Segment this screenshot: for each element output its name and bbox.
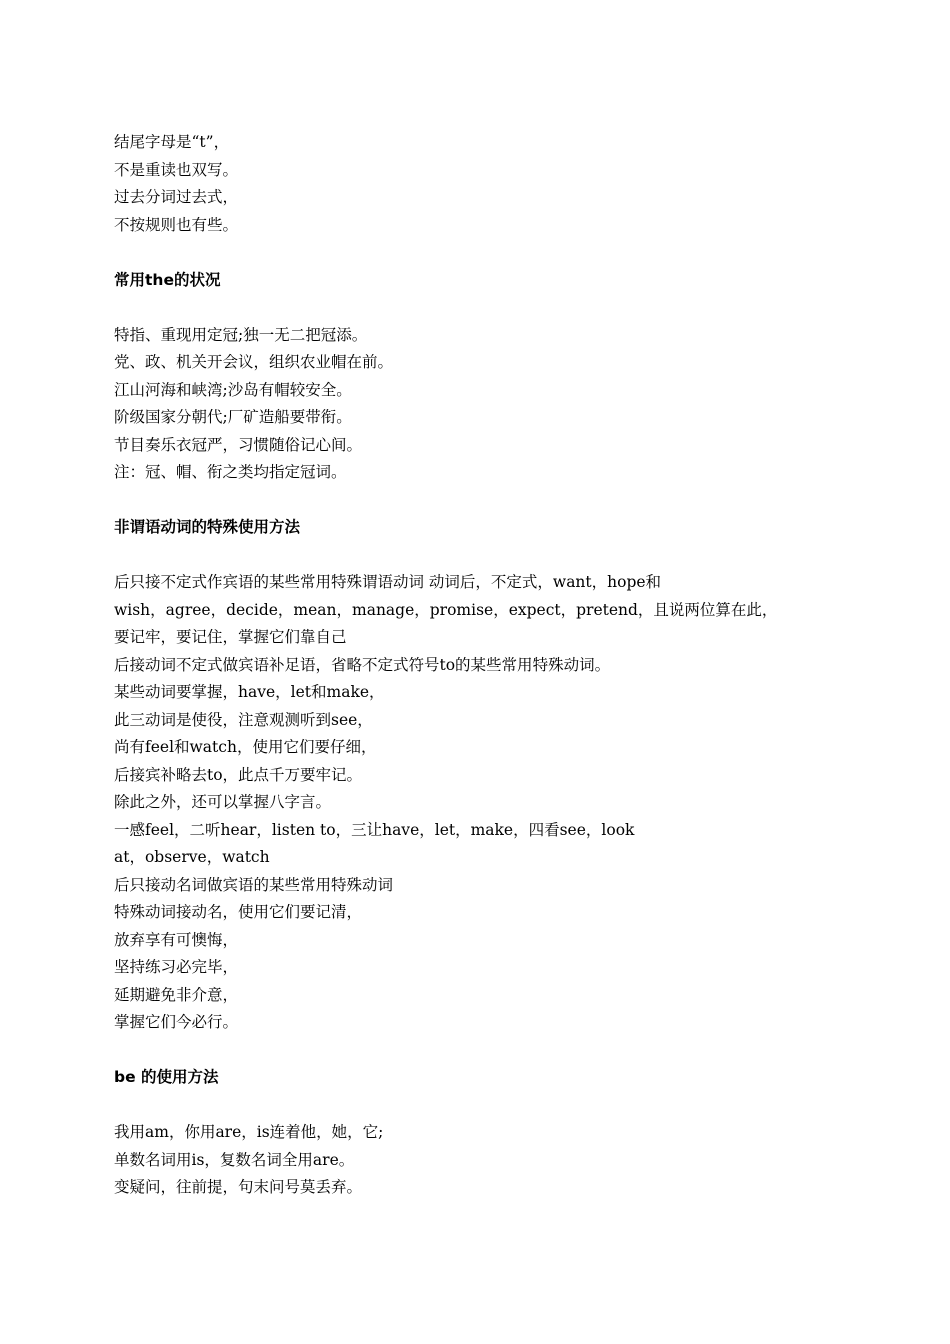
verse-line: 结尾字母是“t”， <box>114 133 230 151</box>
section-be-usage <box>114 1064 854 1202</box>
section-the-usage <box>114 267 854 487</box>
verse-line: 节目奏乐衣冠严，习惯随俗记心间。 <box>114 435 363 454</box>
verse-line: 一感feel，二听hear，listen to，三让have，let，make，四看see，look <box>114 820 635 839</box>
intro-verse <box>114 129 854 239</box>
verse-line: 我用am，你用are，is连着他，她，它; <box>114 1123 384 1141</box>
paragraph-gap <box>114 239 854 267</box>
verse-line: 阶级国家分朝代;厂矿造船要带衔。 <box>114 408 352 426</box>
verse-line: 单数名词用is，复数名词全用are。 <box>114 1150 355 1169</box>
verse-line: 坚持练习必完毕， <box>114 958 239 976</box>
section-heading: 非谓语动词的特殊使用方法 <box>114 518 301 536</box>
paragraph-gap <box>114 542 854 570</box>
verse-line: 党、政、机关开会议，组织农业帽在前。 <box>114 353 394 371</box>
verse-line: 要记牢，要记住，掌握它们靠自己 <box>114 628 347 646</box>
verse-line: 特殊动词接动名，使用它们要记清， <box>114 903 363 921</box>
verse-line: 后只接动名词做宾语的某些常用特殊动词 <box>114 875 394 894</box>
verse-line: 变疑问，往前提，句末问号莫丢弃。 <box>114 1178 363 1196</box>
section-nonfinite-verbs <box>114 514 854 1037</box>
verse-line: 后只接不定式作宾语的某些常用特殊谓语动词 动词后，不定式，want，hope和 <box>114 573 662 591</box>
document-page <box>114 129 854 1202</box>
verse-line: 不按规则也有些。 <box>114 215 239 234</box>
verse-line: 掌握它们今必行。 <box>114 1013 239 1031</box>
verse-line: 延期避免非介意， <box>114 985 239 1004</box>
verse-line: 特指、重现用定冠;独一无二把冠添。 <box>114 325 368 344</box>
verse-line: 注：冠、帽、衔之类均指定冠词。 <box>114 463 347 481</box>
verse-line: at，observe，watch <box>114 848 270 866</box>
verse-line: 过去分词过去式， <box>114 188 239 206</box>
paragraph-gap <box>114 1037 854 1065</box>
verse-line: 此三动词是使役，注意观测听到see， <box>114 710 373 729</box>
verse-line: 除此之外，还可以掌握八字言。 <box>114 793 332 811</box>
verse-line: 放弃享有可懊悔， <box>114 930 239 949</box>
paragraph-gap <box>114 294 854 322</box>
verse-line: 某些动词要掌握，have，let和make， <box>114 683 385 701</box>
verse-line: 不是重读也双写。 <box>114 160 239 179</box>
section-heading: be 的使用方法 <box>114 1068 219 1086</box>
paragraph-gap <box>114 1092 854 1120</box>
section-heading: 常用the的状况 <box>114 270 221 289</box>
verse-line: 后接宾补略去to，此点千万要牢记。 <box>114 765 363 784</box>
verse-line: 尚有feel和watch，使用它们要仔细， <box>114 738 377 756</box>
paragraph-gap <box>114 487 854 515</box>
verse-line: 江山河海和峡湾;沙岛有帽较安全。 <box>114 380 352 399</box>
verse-line: 后接动词不定式做宾语补足语，省略不定式符号to的某些常用特殊动词。 <box>114 655 611 674</box>
verse-line: wish，agree，decide，mean，manage，promise，expect，pretend，且说两位算在此， <box>114 600 778 619</box>
